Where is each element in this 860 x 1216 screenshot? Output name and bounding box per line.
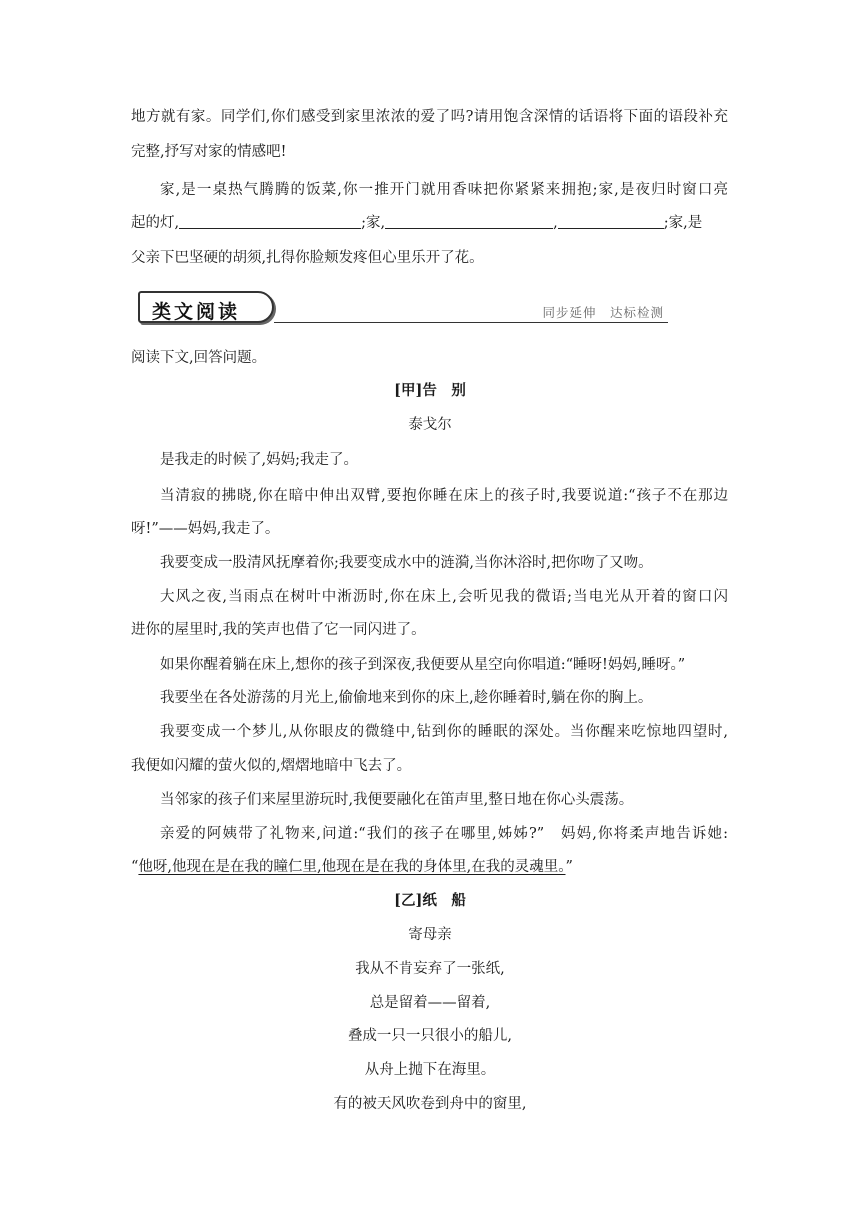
underlined-sentence: 他呀,他现在是在我的瞳仁里,他现在是在我的身体里,在我的灵魂里。 — [138, 859, 566, 875]
poem1-para-2-line-2: 呀!”——妈妈,我走了。 — [131, 521, 280, 537]
section-header — [138, 291, 668, 327]
poem1-para-8: 当邻家的孩子们来屋里游玩时,我便要融化在笛声里,整日地在你心头震荡。 — [160, 792, 634, 808]
poem1-para-4-line-2: 进你的屋里时,我的笑声也借了它一同闪进了。 — [131, 622, 426, 638]
fill-line-3: 父亲下巴坚硬的胡须,扎得你脸颊发疼但心里乐开了花。 — [131, 250, 484, 266]
fill-line-2 — [131, 213, 702, 233]
poem1-para-2-line-1: 当清寂的拂晓,你在暗中伸出双臂,要抱你睡在床上的孩子时,我要说道:“孩子不在那边 — [160, 488, 728, 504]
poem1-para-7-line-2: 我便如闪耀的萤火似的,熠熠地暗中飞去了。 — [131, 758, 412, 774]
poem1-para-7-line-1: 我要变成一个梦儿,从你眼皮的微缝中,钻到你的睡眠的深处。当你醒来吃惊地四望时, — [160, 724, 728, 740]
poem2-line: 有的被天风吹卷到舟中的窗里, — [333, 1096, 527, 1112]
poem1-author: 泰戈尔 — [408, 417, 452, 433]
section-rule — [274, 322, 668, 323]
poem1-para-9-line-2 — [131, 857, 573, 877]
intro-line-1: 地方就有家。同学们,你们感受到家里浓浓的爱了吗?请用饱含深情的话语将下面的语段补充 — [131, 109, 728, 125]
poem1-para-1: 是我走的时候了,妈妈;我走了。 — [160, 452, 358, 468]
fill-text-d: ;家,是 — [663, 215, 703, 231]
open-quote: “ — [131, 859, 139, 875]
poem1-para-6: 我要坐在各处游荡的月光上,偷偷地来到你的床上,趁你睡着时,躺在你的胸上。 — [160, 690, 653, 706]
poem1-para-9-line-1: 亲爱的阿姨带了礼物来,问道:“我们的孩子在哪里,姊姊?” 妈妈,你将柔声地告诉她: — [160, 826, 728, 842]
fill-text-b: ;家, — [361, 215, 386, 231]
fill-line-1: 家,是一桌热气腾腾的饭菜,你一推开门就用香味把你紧紧来拥抱;家,是夜归时窗口亮 — [160, 182, 728, 198]
fill-blank-3[interactable] — [558, 214, 664, 229]
intro-line-2: 完整,抒写对家的情感吧! — [131, 144, 287, 160]
section-title: 类文阅读 — [152, 301, 241, 323]
poem2-line: 总是留着——留着, — [369, 995, 491, 1011]
poem2-line: 我从不肯妄弃了一张纸, — [355, 961, 505, 977]
fill-text-c: , — [553, 215, 558, 231]
poem2-subtitle: 寄母亲 — [408, 927, 452, 943]
fill-blank-1[interactable] — [179, 214, 361, 229]
poem1-para-5: 如果你醒着躺在床上,想你的孩子到深夜,我便要从星空向你唱道:“睡呀!妈妈,睡呀。” — [160, 657, 686, 673]
section-title-box — [138, 291, 274, 323]
close-quote: ” — [565, 859, 573, 875]
fill-text-a: 起的灯, — [131, 215, 180, 231]
reading-instruction: 阅读下文,回答问题。 — [131, 350, 267, 366]
poem2-line: 叠成一只一只很小的船儿, — [347, 1028, 513, 1044]
section-subtitle: 同步延伸 达标检测 — [542, 305, 664, 320]
fill-blank-2[interactable] — [385, 214, 553, 229]
poem1-para-4-line-1: 大风之夜,当雨点在树叶中淅沥时,你在床上,会听见我的微语;当电光从开着的窗口闪 — [160, 589, 728, 605]
poem2-title: [乙]纸 船 — [394, 892, 466, 909]
poem1-title: [甲]告 别 — [394, 382, 466, 399]
poem2-line: 从舟上抛下在海里。 — [364, 1062, 496, 1078]
poem1-para-3: 我要变成一股清风抚摩着你;我要变成水中的涟漪,当你沐浴时,把你吻了又吻。 — [160, 555, 653, 571]
